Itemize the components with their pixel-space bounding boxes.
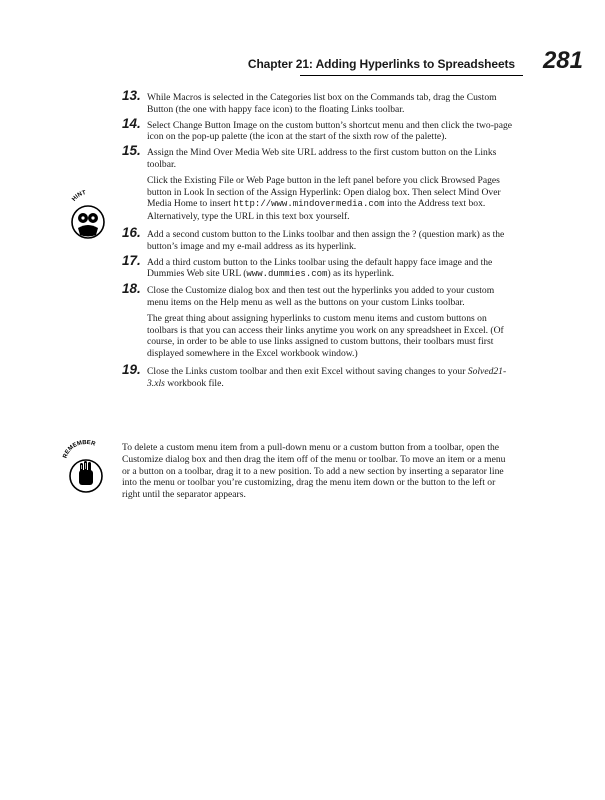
step-text: Assign the Mind Over Media Web site URL address to the first custom button on the Links toolbar. — [147, 147, 497, 170]
chapter-title: Chapter 21: Adding Hyperlinks to Spreadsheets — [247, 57, 515, 71]
step-number: 13. — [122, 88, 141, 103]
step-number: 17. — [122, 252, 141, 268]
step-text: While Macros is selected in the Categories list box on the Commands tab, drag the Custom Button (the one with happy face icon) to the floating Links toolbar. — [147, 92, 497, 115]
step19-text-after: workbook file. — [164, 377, 224, 389]
step-number: 19. — [122, 361, 141, 377]
step-text — [147, 257, 512, 282]
step-18 — [122, 281, 512, 309]
step18-paragraph: The great thing about assigning hyperlinks to custom menu items and custom buttons on toolbars is that you can access their links anytime you work on any spreadsheet in Excel. (Of course, in order to be able to use links assigned to custom buttons, their toolbars must first displayed somewhere in the Excel workbook window.) — [147, 312, 504, 360]
step-text: Add a second custom button to the Links toolbar and then assign the ? (question mark) as the button’s image and my e-mail address as its hyperlink. — [147, 228, 505, 252]
hint-icon-label: HINT — [71, 190, 87, 203]
remember-icon-label: REMEMBER — [62, 440, 96, 460]
step19-text-before: Close the Links custom toolbar and then exit Excel without saving changes to your — [147, 365, 468, 377]
step-14 — [122, 115, 513, 144]
page-number: 281 — [542, 47, 583, 74]
hint-url: http://www.mindovermedia.com — [233, 199, 385, 210]
hint-icon — [66, 188, 110, 240]
step-number: 18. — [122, 281, 141, 297]
step-13 — [122, 88, 512, 116]
hint-text-before: Click the Existing File or Web Page button in the left panel before you click Browsed Pages button in Look In section of the Assign Hyperlink: Open dialog box. Then select Mind Over Media Home to insert — [147, 174, 501, 210]
step-15 — [122, 143, 512, 171]
step-text: Close the Customize dialog box and then test out the hyperlinks you added to your custom menu items on the Help menu as well as the buttons on your custom Links toolbar. — [147, 285, 495, 308]
step17-text-before: Add a third custom button to the Links toolbar using the default happy face image and the Dummies Web site URL ( — [147, 256, 493, 280]
remember-icon — [62, 440, 110, 494]
hint-text-after: into the Address text box. Alternatively, type the URL in this text box yourself. — [147, 198, 486, 223]
step17-text-after: ) as its hyperlink. — [327, 268, 395, 280]
step-19 — [122, 361, 512, 390]
hint-paragraph — [122, 175, 512, 223]
step-number: 14. — [122, 115, 141, 131]
header-rule — [300, 75, 523, 76]
step-text: Select Change Button Image on the custom button’s shortcut menu and then click the two-page icon on the pop-up palette (the icon at the start of the sixth row of the palette). — [147, 119, 513, 143]
workbook-filename: Solved21-3.xls — [147, 365, 507, 389]
remember-paragraph: To delete a custom menu item from a pull-down menu or a custom button from a toolbar, open the Customize dialog box and then drag the item off of the menu or toolbar. To move an item or a menu or a button on a toolbar, drag it to a new position. To add a new section by inserting a separator line into the menu or toolbar you’re customizing, drag the menu item down or the button to the left or right until the separator appears. — [122, 442, 506, 501]
dummies-url: www.dummies.com — [246, 269, 328, 280]
main-text — [122, 88, 513, 394]
step-number: 15. — [122, 143, 141, 159]
step-16 — [122, 224, 512, 253]
step-number: 16. — [122, 224, 141, 240]
running-header — [247, 47, 583, 81]
step-17 — [122, 252, 512, 282]
step-text — [147, 366, 512, 390]
